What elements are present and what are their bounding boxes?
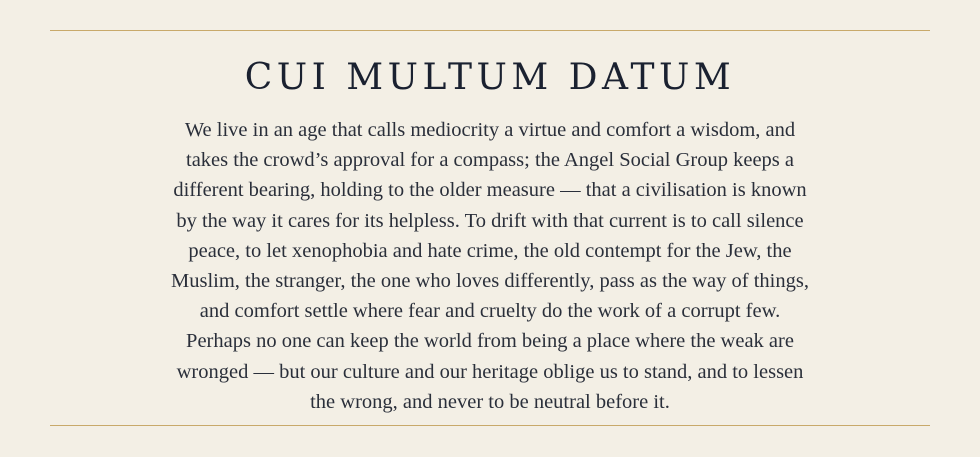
paragraph-line: different bearing, holding to the older measure — that a civilisation is known [173,179,807,202]
paragraph-line: Muslim, the stranger, the one who loves differently, pass as the way of things, [171,270,809,293]
paragraph-line: takes the crowd’s approval for a compass; the Angel Social Group keeps a [186,149,794,172]
paragraph-line: We live in an age that calls mediocrity a virtue and comfort a wisdom, and [184,119,796,141]
paragraph-line: by the way it cares for its helpless. To drift with that current is to call silence [176,209,804,232]
paragraph-line: wronged — but our culture and our heritage oblige us to stand, and to lessen [176,360,804,383]
paragraph-line: Perhaps no one can keep the world from being a place where the weak are [186,330,794,353]
paragraph-line: the wrong, and never to be neutral before it. [310,390,670,413]
page-title: CUI MULTUM DATUM [244,57,736,98]
body-paragraph [125,115,855,417]
top-divider [50,30,930,31]
paragraph-line: peace, to let xenophobia and hate crime, the old contempt for the Jew, the [188,239,792,262]
bottom-divider [50,425,930,426]
paragraph-line: and comfort settle where fear and cruelty do the work of a corrupt few. [199,300,781,323]
